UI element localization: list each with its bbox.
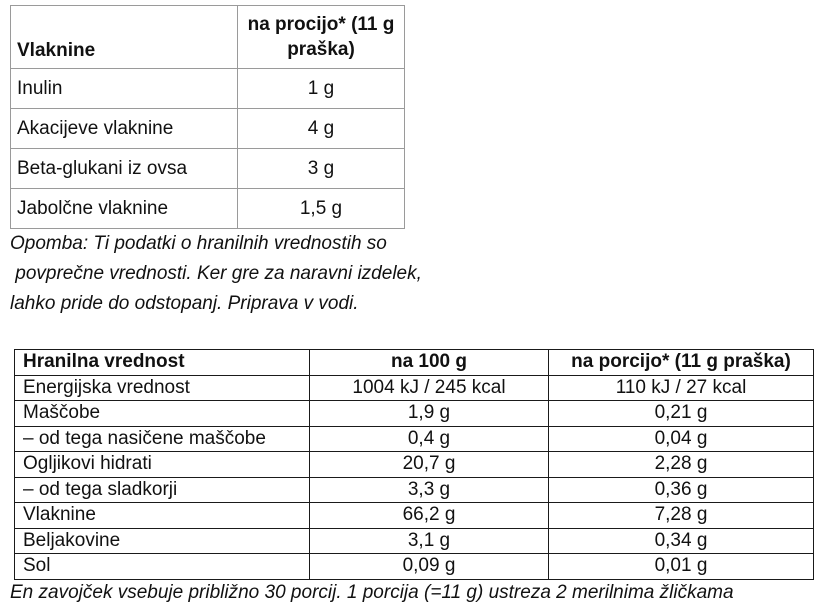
fibre-table bbox=[10, 5, 405, 229]
nutrient-name: – od tega sladkorji bbox=[15, 477, 310, 503]
table-row bbox=[11, 149, 405, 189]
table-row bbox=[15, 375, 814, 401]
table-row bbox=[15, 503, 814, 529]
nutrient-name: – od tega nasičene maščobe bbox=[15, 426, 310, 452]
fibre-note-line: Opomba: Ti podatki o hranilnih vrednostih so bbox=[10, 233, 387, 254]
table-row bbox=[15, 554, 814, 580]
fibre-note-line: povprečne vrednosti. Ker gre za naravni izdelek, bbox=[10, 263, 422, 284]
fibre-value: 4 g bbox=[238, 109, 405, 149]
table-row bbox=[15, 528, 814, 554]
table-row bbox=[11, 69, 405, 109]
table-row bbox=[15, 452, 814, 478]
nutrient-name: Energijska vrednost bbox=[15, 375, 310, 401]
nutrient-perportion: 0,04 g bbox=[549, 426, 814, 452]
table-row bbox=[11, 109, 405, 149]
nutrient-per100: 0,4 g bbox=[310, 426, 549, 452]
nutrient-perportion: 0,01 g bbox=[549, 554, 814, 580]
nutrition-note: En zavojček vsebuje približno 30 porcij. 1 porcija (=11 g) ustreza 2 merilnima žličkama bbox=[10, 582, 734, 603]
nutrient-perportion: 110 kJ / 27 kcal bbox=[549, 375, 814, 401]
nutrition-table bbox=[14, 349, 814, 580]
nutrient-perportion: 0,34 g bbox=[549, 528, 814, 554]
nutrient-per100: 0,09 g bbox=[310, 554, 549, 580]
fibre-header-name: Vlaknine bbox=[11, 6, 238, 69]
nutrient-per100: 20,7 g bbox=[310, 452, 549, 478]
fibre-name: Akacijeve vlaknine bbox=[11, 109, 238, 149]
fibre-header-row bbox=[11, 6, 405, 69]
nutrient-name: Sol bbox=[15, 554, 310, 580]
fibre-value: 1,5 g bbox=[238, 189, 405, 229]
nutrient-per100: 1,9 g bbox=[310, 401, 549, 427]
nutrient-name: Beljakovine bbox=[15, 528, 310, 554]
nutrient-per100: 66,2 g bbox=[310, 503, 549, 529]
nutrition-header-perportion: na porcijo* (11 g praška) bbox=[549, 350, 814, 376]
fibre-note-line: lahko pride do odstopanj. Priprava v vodi. bbox=[10, 293, 359, 314]
fibre-note bbox=[10, 229, 422, 319]
fibre-header-amount: na procijo* (11 g praška) bbox=[238, 6, 405, 69]
fibre-name: Inulin bbox=[11, 69, 238, 109]
nutrient-perportion: 2,28 g bbox=[549, 452, 814, 478]
nutrient-perportion: 0,21 g bbox=[549, 401, 814, 427]
nutrient-perportion: 7,28 g bbox=[549, 503, 814, 529]
nutrient-per100: 3,1 g bbox=[310, 528, 549, 554]
table-row bbox=[11, 189, 405, 229]
nutrition-header-row bbox=[15, 350, 814, 376]
nutrition-header-name: Hranilna vrednost bbox=[15, 350, 310, 376]
nutrient-name: Vlaknine bbox=[15, 503, 310, 529]
nutrient-perportion: 0,36 g bbox=[549, 477, 814, 503]
nutrition-header-per100: na 100 g bbox=[310, 350, 549, 376]
table-row bbox=[15, 401, 814, 427]
nutrient-per100: 3,3 g bbox=[310, 477, 549, 503]
nutrient-name: Maščobe bbox=[15, 401, 310, 427]
fibre-value: 1 g bbox=[238, 69, 405, 109]
fibre-value: 3 g bbox=[238, 149, 405, 189]
table-row bbox=[15, 477, 814, 503]
nutrient-name: Ogljikovi hidrati bbox=[15, 452, 310, 478]
nutrient-per100: 1004 kJ / 245 kcal bbox=[310, 375, 549, 401]
fibre-name: Beta-glukani iz ovsa bbox=[11, 149, 238, 189]
fibre-name: Jabolčne vlaknine bbox=[11, 189, 238, 229]
table-row bbox=[15, 426, 814, 452]
